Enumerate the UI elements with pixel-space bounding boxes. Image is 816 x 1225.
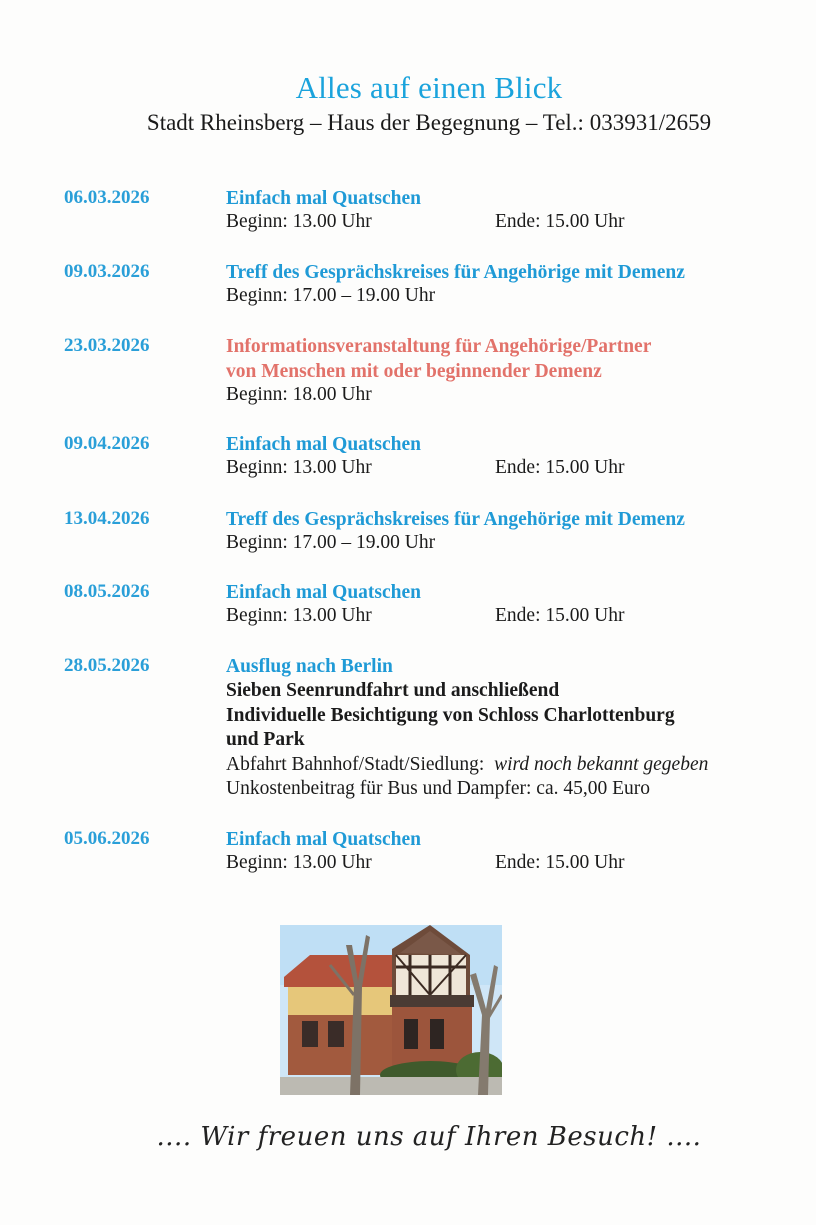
event-date: 23.03.2026 xyxy=(64,335,150,356)
event-date: 05.06.2026 xyxy=(64,828,150,849)
trip-detail-line: Individuelle Besichtigung von Schloss Charlottenburg xyxy=(226,705,675,726)
event-title: Einfach mal Quatschen xyxy=(226,434,422,455)
event-title: Einfach mal Quatschen xyxy=(226,829,422,850)
event-title: Einfach mal Quatschen xyxy=(226,582,422,603)
event-date: 28.05.2026 xyxy=(64,655,150,676)
event-end-time: Ende: 15.00 Uhr xyxy=(495,852,625,873)
event-title: Treff des Gesprächskreises für Angehörige mit Demenz xyxy=(226,262,685,283)
footer-greeting: .... Wir freuen uns auf Ihren Besuch! .... xyxy=(156,1122,702,1152)
event-title: Einfach mal Quatschen xyxy=(226,188,422,209)
event-date: 06.03.2026 xyxy=(64,187,150,208)
house-photo xyxy=(280,925,502,1095)
event-date: 08.05.2026 xyxy=(64,581,150,602)
event-start-time: Beginn: 17.00 – 19.00 Uhr xyxy=(226,532,436,553)
event-end-time: Ende: 15.00 Uhr xyxy=(495,211,625,232)
page-title: Alles auf einen Blick xyxy=(295,70,563,105)
event-title: Treff des Gesprächskreises für Angehörige mit Demenz xyxy=(226,509,685,530)
event-start-time: Beginn: 13.00 Uhr xyxy=(226,852,372,873)
event-start-time: Beginn: 13.00 Uhr xyxy=(226,605,372,626)
event-start-time: Beginn: 13.00 Uhr xyxy=(226,211,372,232)
event-start-time: Beginn: 17.00 – 19.00 Uhr xyxy=(226,285,436,306)
event-end-time: Ende: 15.00 Uhr xyxy=(495,605,625,626)
event-title: Ausflug nach Berlin xyxy=(226,656,393,677)
event-date: 13.04.2026 xyxy=(64,508,150,529)
page-subtitle: Stadt Rheinsberg – Haus der Begegnung – Tel.: 033931/2659 xyxy=(146,110,712,135)
departure-value: wird noch bekannt gegeben xyxy=(494,754,709,775)
event-title: Informationsveranstaltung für Angehörige/Partner von Menschen mit oder beginnender Demenz xyxy=(226,336,652,382)
event-date: 09.04.2026 xyxy=(64,433,150,454)
event-start-time: Beginn: 13.00 Uhr xyxy=(226,457,372,478)
event-start-time: Beginn: 18.00 Uhr xyxy=(226,384,372,405)
trip-detail-line: und Park xyxy=(226,729,305,750)
trip-detail-line: Sieben Seenrundfahrt und anschließend xyxy=(226,680,560,701)
event-end-time: Ende: 15.00 Uhr xyxy=(495,457,625,478)
departure-label: Abfahrt Bahnhof/Stadt/Siedlung: xyxy=(226,754,485,775)
cost-line: Unkostenbeitrag für Bus und Dampfer: ca. 45,00 Euro xyxy=(226,778,651,799)
departure-line xyxy=(226,754,708,776)
event-date: 09.03.2026 xyxy=(64,261,150,282)
